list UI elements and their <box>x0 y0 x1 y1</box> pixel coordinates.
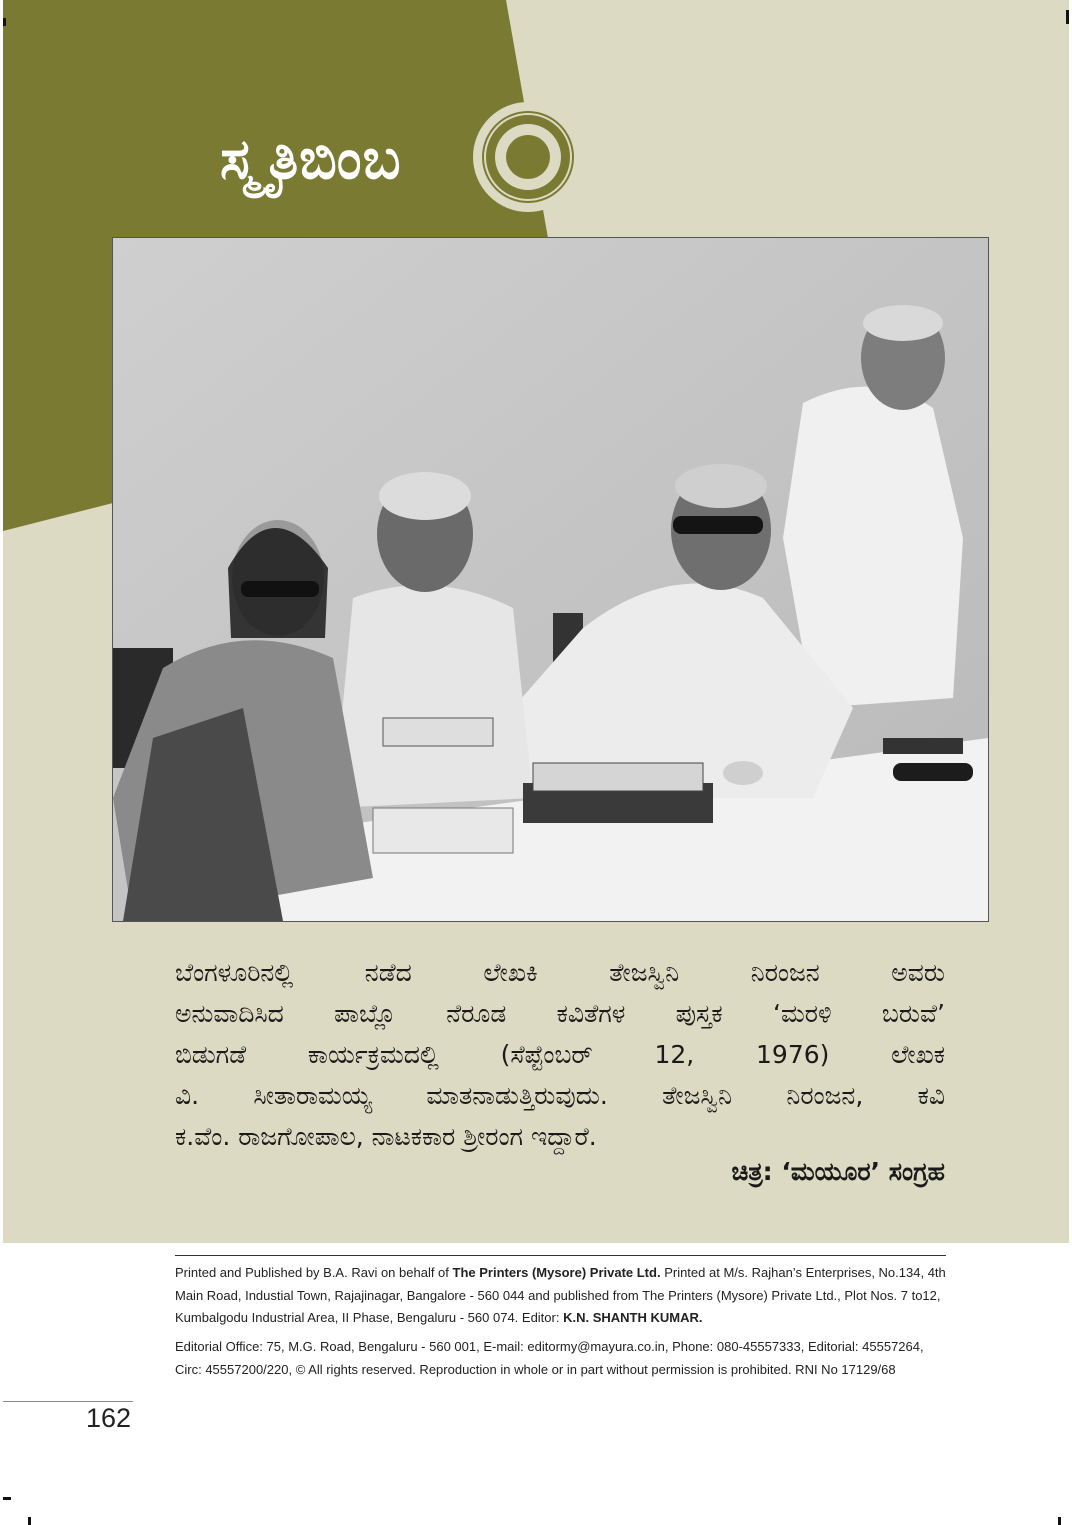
page-number: 162 <box>86 1403 132 1433</box>
caption-line: ಅನುವಾದಿಸಿದ ಪಾಬ್ಲೊ ನೆರೂಡ ಕವಿತೆಗಳ ಪುಸ್ತಕ ‘ಮರಳಿ ಬರುವೆ’ <box>175 999 945 1028</box>
photo-caption <box>175 952 945 1157</box>
crop-mark <box>28 1517 31 1525</box>
section-title: ಸ್ಮೃತಿಬಿಂಬ <box>220 127 402 192</box>
crop-mark <box>1058 1517 1061 1525</box>
photo-credit: ಚಿತ್ರ: ‘ಮಯೂರ’ ಸಂಗ್ರಹ <box>731 1157 945 1186</box>
editor-name: K.N. SHANTH KUMAR. <box>563 1310 703 1325</box>
crop-mark <box>3 18 6 26</box>
imprint-editorial-office: Editorial Office: 75, M.G. Road, Bengaluru - 560 001, E-mail: editormy@mayura.co.in, Phone: 080-45557333, Editorial: 45557264, Circ: 45557200/220, © All rights reserved. Reproduction in whole or in part without permission is prohibited. RNI No 17129/68 <box>175 1339 924 1377</box>
publisher-name: The Printers (Mysore) Private Ltd. <box>452 1265 661 1280</box>
caption-line: ಬೆಂಗಳೂರಿನಲ್ಲಿ ನಡೆದ ಲೇಖಕಿ ತೇಜಸ್ವಿನಿ ನಿರಂಜನ ಅವರು <box>175 958 945 987</box>
imprint-text: Printed at M/s. Rajhan’s Enterprises, No.134, 4th Main Road, Industial Town, Rajajinagar, Bangalore - 560 044 and published from The Printers (Mysore) Private Ltd., Plot Nos. 7 to12, Kumbalgodu Industrial Area, II Phase, Bengaluru - 560 074. Editor: <box>175 1265 946 1325</box>
crop-mark <box>1066 10 1069 24</box>
imprint-divider <box>175 1255 946 1256</box>
imprint-publisher <box>175 1262 950 1330</box>
caption-line: ವಿ. ಸೀತಾರಾಮಯ್ಯ ಮಾತನಾಡುತ್ತಿರುವುದು. ತೇಜಸ್ವಿನಿ ನಿರಂಜನ, ಕವಿ <box>175 1081 945 1110</box>
crop-mark <box>3 1497 11 1500</box>
target-ring-icon <box>470 99 586 215</box>
caption-line: ಬಿಡುಗಡೆ ಕಾರ್ಯಕ್ರಮದಲ್ಲಿ (ಸೆಪ್ಟೆಂಬರ್ 12, 1976) ಲೇಖಕ <box>175 1040 945 1069</box>
caption-line: ಕ.ವೆಂ. ರಾಜಗೋಪಾಲ, ನಾಟಕಕಾರ ಶ್ರೀರಂಗ ಇದ್ದಾರೆ. <box>175 1122 597 1151</box>
imprint-text: Printed and Published by B.A. Ravi on behalf of <box>175 1265 453 1280</box>
archival-photo-icon <box>113 238 988 921</box>
event-photograph <box>112 237 989 922</box>
